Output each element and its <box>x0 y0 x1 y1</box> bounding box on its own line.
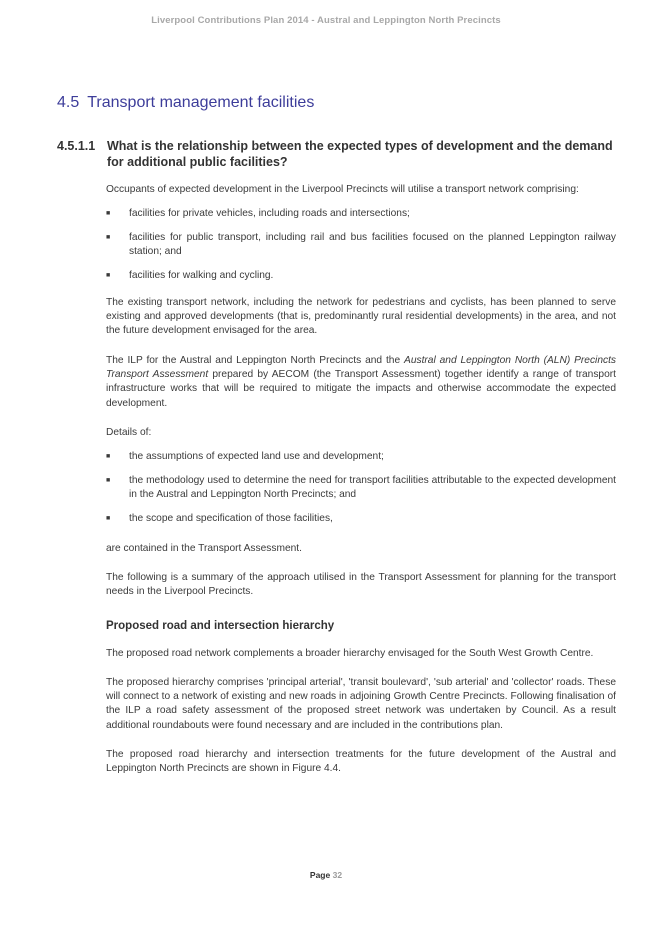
page-number: 32 <box>332 870 343 880</box>
list-item-text: facilities for walking and cycling. <box>129 270 274 281</box>
list-item-text: facilities for public transport, including rail and bus facilities focused on the planned Leppington railway station; and <box>129 232 616 258</box>
section-number: 4.5 <box>57 94 80 111</box>
paragraph-hierarchy: The proposed hierarchy comprises 'principal arterial', 'transit boulevard', 'sub arterial' and 'collector' roads. These will connect to a network of existing and new roads in adjoining Growth Centre Precincts. Following finalisation of the ILP a road safety assessment of the proposed street network was undertaken by Council. As a result additional roundabouts were found necessary and are included in the contributions plan. <box>106 677 616 731</box>
page-label: Page <box>309 870 331 880</box>
list-item-text: the assumptions of expected land use and development; <box>129 451 384 462</box>
list-item <box>106 450 616 464</box>
list-item <box>106 207 616 221</box>
subheading: Proposed road and intersection hierarchy <box>106 620 335 632</box>
section-title <box>57 94 314 112</box>
section-title-text: Transport management facilities <box>87 94 315 111</box>
paragraph-intro: Occupants of expected development in the Liverpool Precincts will utilise a transport network comprising: <box>106 184 579 195</box>
question-text: What is the relationship between the expected types of development and the demand for additional public facilities? <box>107 139 613 169</box>
paragraph-ilp-part-b: prepared by AECOM (the Transport Assessment) together identify a range of transport infrastructure works that will be required to mitigate the impacts and otherwise accommodate the expected development. <box>106 369 616 409</box>
bullet-icon: ■ <box>106 210 111 217</box>
paragraph-details: Details of: <box>106 427 152 438</box>
paragraph-contained: are contained in the Transport Assessment. <box>106 543 302 554</box>
paragraph-figure-ref: The proposed road hierarchy and intersection treatments for the future development of the Austral and Leppington North Precincts are shown in Figure 4.4. <box>106 749 616 775</box>
bullet-icon: ■ <box>106 272 111 279</box>
paragraph-road-network: The proposed road network complements a broader hierarchy envisaged for the South West Growth Centre. <box>106 648 594 659</box>
list-item <box>106 512 616 526</box>
paragraph-ilp <box>106 354 616 411</box>
list-item <box>106 474 616 502</box>
list-item-text: facilities for private vehicles, including roads and intersections; <box>129 208 410 219</box>
bullet-icon: ■ <box>106 453 111 460</box>
paragraph-summary: The following is a summary of the approach utilised in the Transport Assessment for planning for the transport needs in the Liverpool Precincts. <box>106 572 616 598</box>
bullet-icon: ■ <box>106 477 111 484</box>
list-item-text: the methodology used to determine the need for transport facilities attributable to the expected development in the Austral and Leppington North Precincts; and <box>129 475 616 501</box>
page-footer <box>0 870 652 880</box>
question-heading <box>57 138 617 170</box>
list-item <box>106 269 616 283</box>
bullet-icon: ■ <box>106 234 111 241</box>
paragraph-ilp-italic: Austral and Leppington North (ALN) Precincts Transport Assessment <box>106 355 617 381</box>
question-number: 4.5.1.1 <box>57 139 96 153</box>
running-header: Liverpool Contributions Plan 2014 - Austral and Leppington North Precincts <box>151 15 501 26</box>
list-item-text: the scope and specification of those facilities, <box>129 513 333 524</box>
list-item <box>106 231 616 259</box>
paragraph-ilp-part-a: The ILP for the Austral and Leppington North Precincts and the <box>106 355 405 366</box>
bullet-icon: ■ <box>106 515 111 522</box>
paragraph-existing-network: The existing transport network, including the network for pedestrians and cyclists, has been planned to serve existing and approved developments (that is, predominantly rural residential developments) in the area, and not the future development envisaged for the area. <box>106 297 616 337</box>
